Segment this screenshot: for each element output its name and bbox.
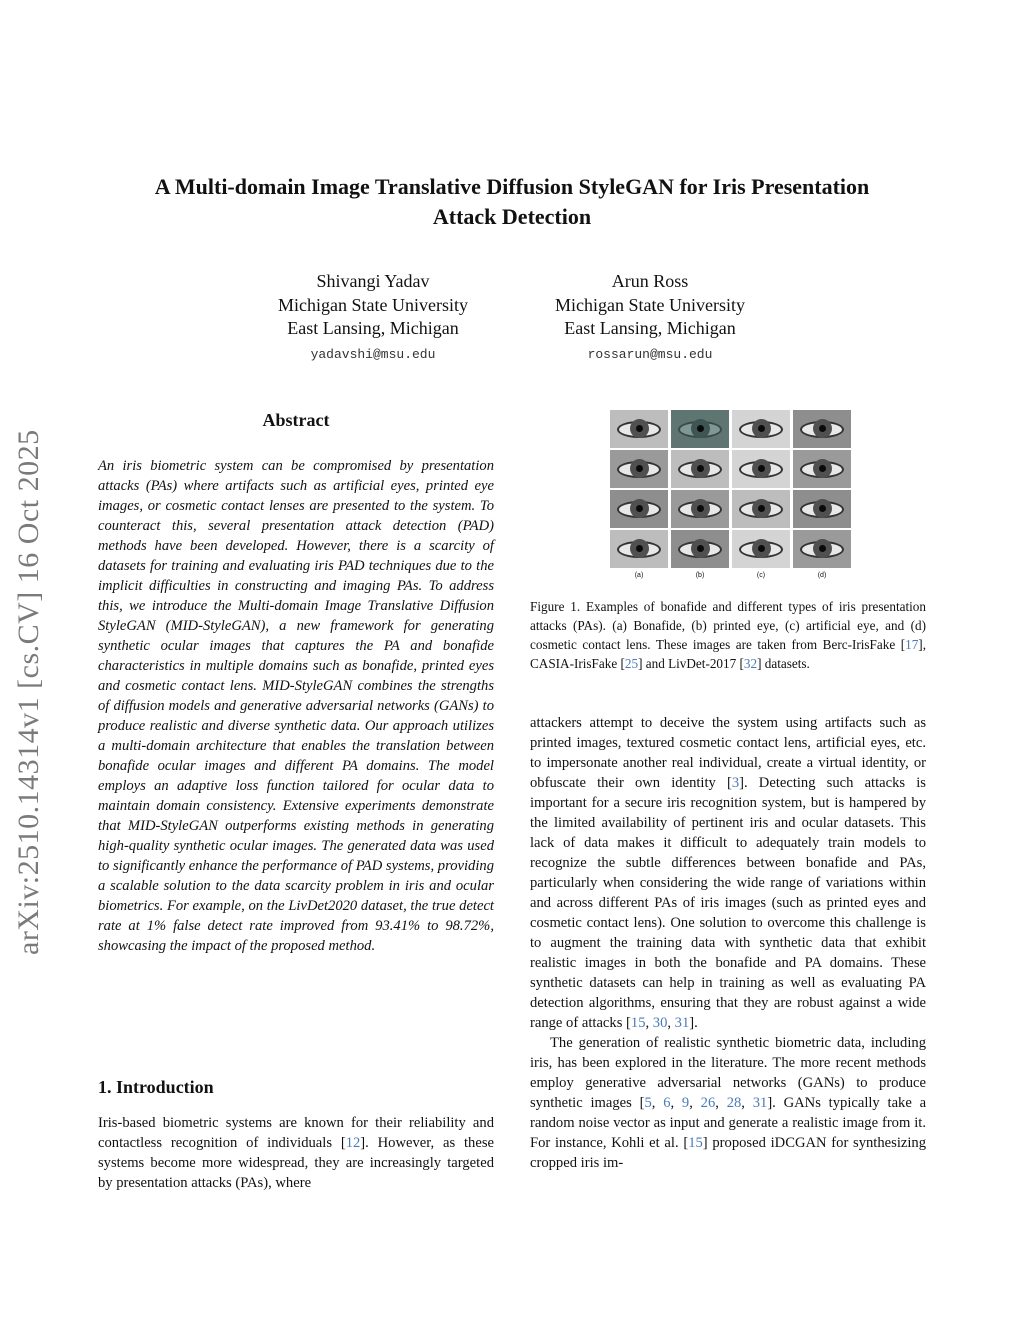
- text-run: The generation of realistic synthetic biometric data, including iris, has been explored in the literature. The more recent methods employ generative adversarial networks (GANs) to produce synthetic images [: [530, 1035, 926, 1111]
- citation-link[interactable]: 30: [652, 1015, 668, 1031]
- figure-panel-labels: [610, 572, 850, 579]
- eye-image-artificial: [732, 410, 790, 448]
- title-line-2: Attack Detection: [432, 204, 592, 229]
- citation-link[interactable]: 31: [752, 1095, 768, 1111]
- citation-link[interactable]: 3: [731, 775, 740, 791]
- text-run: ] proposed iDCGAN for synthesizing cropped iris im-: [530, 1135, 926, 1171]
- text-run: ,: [741, 1095, 753, 1111]
- author-name: Shivangi Yadav: [316, 271, 430, 291]
- eye-image-contact-lens: [793, 450, 851, 488]
- panel-label-b: (b): [695, 572, 705, 579]
- section-heading-introduction: 1. Introduction: [98, 1077, 214, 1097]
- eye-image-contact-lens: [793, 410, 851, 448]
- eye-image-contact-lens: [793, 490, 851, 528]
- author-name: Arun Ross: [611, 271, 689, 291]
- paper-title: [100, 172, 924, 232]
- author-email[interactable]: yadavshi@msu.edu: [310, 346, 436, 362]
- text-run: ], CASIA-IrisFake [: [530, 637, 926, 671]
- eye-image-contact-lens: [793, 530, 851, 568]
- text-run: ].: [689, 1015, 698, 1031]
- figure-1-caption: [530, 597, 926, 673]
- text-run: ,: [645, 1015, 653, 1031]
- citation-link[interactable]: 25: [624, 656, 639, 671]
- text-run: ] and LivDet-2017 [: [638, 656, 744, 671]
- author-location: East Lansing, Michigan: [564, 318, 736, 338]
- text-run: ]. GANs typically take a random noise vector as input and generate a realistic image from it. For instance, Kohli et al. [: [530, 1095, 927, 1151]
- panel-label-a: (a): [634, 572, 644, 579]
- citation-link[interactable]: 31: [674, 1015, 690, 1031]
- author-email[interactable]: rossarun@msu.edu: [587, 346, 713, 362]
- citation-link[interactable]: 6: [663, 1095, 671, 1111]
- author-affiliation: Michigan State University: [278, 294, 468, 315]
- author-affiliation: Michigan State University: [555, 294, 745, 315]
- eye-image-artificial: [732, 530, 790, 568]
- text-run: ,: [715, 1095, 727, 1111]
- text-run: ]. Detecting such attacks is important for a secure iris recognition system, but is hampered by the limited availability of pertinent iris and ocular datasets. This lack of data makes it difficult to adequately train models to recognize the subtle differences between bonafide and PAs, particularly when considering the wide range of variations within and across different PAs of iris images (such as printed eyes and cosmetic contact lens). One solution to overcome this challenge is to augment the training data with synthetic data that exhibit realistic images in both the bonafide and PA domains. These synthetic datasets can help in training as well as evaluating PA detection algorithms, ensuring that they are robust against a wide range of attacks [: [530, 775, 926, 1031]
- citation-link[interactable]: 5: [644, 1095, 652, 1111]
- eye-image-artificial: [732, 450, 790, 488]
- abstract-text: An iris biometric system can be compromised by presentation attacks (PAs) where artifacts such as artificial eyes, printed eye images, or cosmetic contact lenses are presented to the system. To counteract this, several presentation attack detection (PAD) methods have been developed. However, there is a scarcity of datasets for training and evaluating iris PAD techniques due to the implicit difficulties in constructing and imaging PAs. To address this, we introduce the Multi-domain Image Translative Diffusion StyleGAN (MID-StyleGAN), a new framework for generating synthetic ocular images that captures the PA and bonafide characteristics in multiple domains such as bonafide, printed eyes and cosmetic contact lens. MID-StyleGAN combines the strengths of diffusion models and generative adversarial networks (GANs) to produce realistic and diverse synthetic data. Our approach utilizes a multi-domain architecture that enables the translation between bonafide ocular images and different PA domains. The model employs an adaptive loss function tailored for ocular data to maintain domain consistency. Extensive experiments demonstrate that MID-StyleGAN outperforms existing methods in generating high-quality synthetic ocular images. The generated data was used to significantly enhance the performance of PAD systems, providing a scalable solution to the data scarcity problem in iris and ocular biometrics. For example, on the LivDet2020 dataset, the true detect rate at 1% false detect rate improved from 93.41% to 98.72%, showcasing the impact of the proposed method.: [98, 458, 494, 954]
- text-run: ,: [667, 1015, 675, 1031]
- eye-image-grid: [610, 410, 850, 568]
- eye-image-bonafide: [610, 410, 668, 448]
- body-paragraph: [530, 1033, 926, 1173]
- eye-image-printed: [671, 530, 729, 568]
- text-run: ,: [689, 1095, 701, 1111]
- eye-image-bonafide: [610, 490, 668, 528]
- author-block-1: [223, 270, 523, 366]
- citation-link[interactable]: 32: [743, 656, 758, 671]
- eye-image-printed: [671, 450, 729, 488]
- citation-link[interactable]: 15: [630, 1015, 646, 1031]
- text-run: ]. However, as these systems become more widespread, they are increasingly targeted by presentation attacks (PAs), where: [98, 1135, 494, 1191]
- text-run: ,: [651, 1095, 664, 1111]
- figure-1-eye-grid: [610, 410, 850, 585]
- eye-image-bonafide: [610, 450, 668, 488]
- text-run: Figure 1. Examples of bonafide and different types of iris presentation attacks (PAs). (a) Bonafide, (b) printed eye, (c) artificial eye, and (d) cosmetic contact lens. These images are taken from Berc-IrisFake [: [530, 599, 926, 652]
- citation-link[interactable]: 26: [700, 1095, 716, 1111]
- author-block-2: [500, 270, 800, 366]
- eye-image-printed: [671, 490, 729, 528]
- arxiv-identifier: arXiv:2510.14314v1 [cs.CV] 16 Oct 2025: [12, 429, 45, 955]
- panel-label-d: (d): [817, 572, 827, 579]
- eye-image-artificial: [732, 490, 790, 528]
- eye-image-bonafide: [610, 530, 668, 568]
- text-run: Iris-based biometric systems are known for their reliability and contactless recognition of individuals [: [98, 1115, 494, 1151]
- citation-link[interactable]: 17: [905, 637, 919, 652]
- introduction-paragraph: [98, 1113, 494, 1193]
- citation-link[interactable]: 28: [726, 1095, 742, 1111]
- citation-link[interactable]: 12: [345, 1135, 361, 1151]
- eye-image-printed: [671, 410, 729, 448]
- title-line-1: A Multi-domain Image Translative Diffusion StyleGAN for Iris Presentation: [154, 174, 870, 199]
- text-run: ,: [670, 1095, 682, 1111]
- citation-link[interactable]: 9: [681, 1095, 690, 1111]
- citation-link[interactable]: 15: [688, 1135, 703, 1151]
- panel-label-c: (c): [756, 572, 766, 579]
- author-location: East Lansing, Michigan: [287, 318, 459, 338]
- body-paragraph: [530, 713, 926, 1033]
- text-run: ] datasets.: [757, 656, 810, 671]
- right-column-body: [530, 713, 926, 1173]
- abstract-heading: Abstract: [262, 410, 330, 430]
- text-run: attackers attempt to deceive the system using artifacts such as printed images, textured cosmetic contact lens, artificial eyes, etc. to impersonate another real individual, create a virtual identity, or obfuscate their own identity [: [530, 715, 926, 791]
